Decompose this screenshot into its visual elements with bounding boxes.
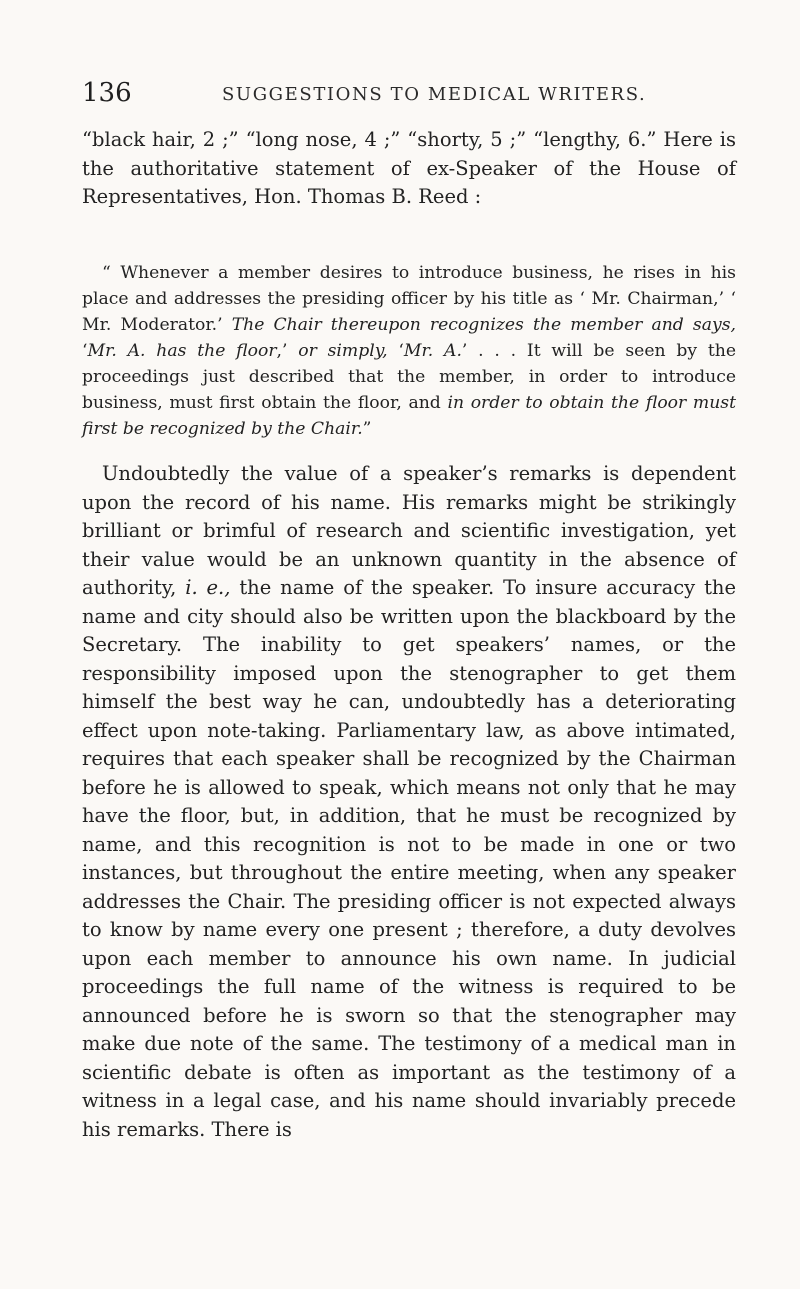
quote-text: ” [362,419,372,439]
paragraph-text: Undoubtedly the value of a speaker’s remarks is dependent upon the record of his name. His remarks might be strikingly brilliant or brimful of research and scientific investigation, yet their value would be an unknown quantity in the absence of authority, [82,462,736,599]
quote-text: ‘ [387,341,404,361]
quote-italic-text: or simply, [298,341,388,361]
page-header [82,78,712,112]
quote-text: ,’ [276,341,299,361]
quote-italic-text: Mr. A. has the floor [87,341,277,361]
quote-text: “ Whenever a member desires to introduce business, he rises in his place and addresses the presiding officer by his title as ‘ Mr. Chairman,’ ‘ Mr. Moderator.’ [82,263,736,335]
quote-text: ’ . . . It will be seen by the proceedings just described that the member, in order to introduce business, must first obtain the floor, and [82,341,736,413]
paragraph-intro: “black hair, 2 ;” “long nose, 4 ;” “shorty, 5 ;” “lengthy, 6.” Here is the authoritative statement of ex-Speaker of the House of Representatives, Hon. Thomas B. Reed : [82,128,736,208]
running-head: SUGGESTIONS TO MEDICAL WRITERS. [222,84,647,105]
quote-italic-text: in order to obtain the floor must first be recognized by the Chair. [82,393,736,439]
quote-italic-text: Mr. A. [403,341,462,361]
paragraph-main [82,460,736,1144]
quote-text: ‘ [82,341,88,361]
block-quote [82,260,736,442]
paragraph-italic-text: i. e., [185,576,231,599]
page-number: 136 [82,78,132,108]
paragraph-text: the name of the speaker. To insure accuracy the name and city should also be written upon the blackboard by the Secretary. The inability to get speakers’ names, or the responsibility imposed upon the stenographer to get them himself the best way he can, undoubtedly has a deteriorating effect upon note-taking. Parliamentary law, as above intimated, requires that each speaker shall be recognized by the Chairman before he is allowed to speak, which means not only that he may have the floor, but, in addition, that he must be recognized by name, and this recognition is not to be made in one or two instances, but throughout the entire meeting, when any speaker addresses the Chair. The presiding officer is not expected always to know by name every one present ; therefore, a duty devolves upon each member to announce his own name. In judicial proceedings the full name of the witness is required to be announced before he is sworn so that the stenographer may make due note of the same. The testimony of a medical man in scientific debate is often as important as the testimony of a witness in a legal case, and his name should invariably precede his remarks. There is [82,576,736,1141]
quote-italic-text: The Chair thereupon recognizes the member and says, [231,315,736,335]
